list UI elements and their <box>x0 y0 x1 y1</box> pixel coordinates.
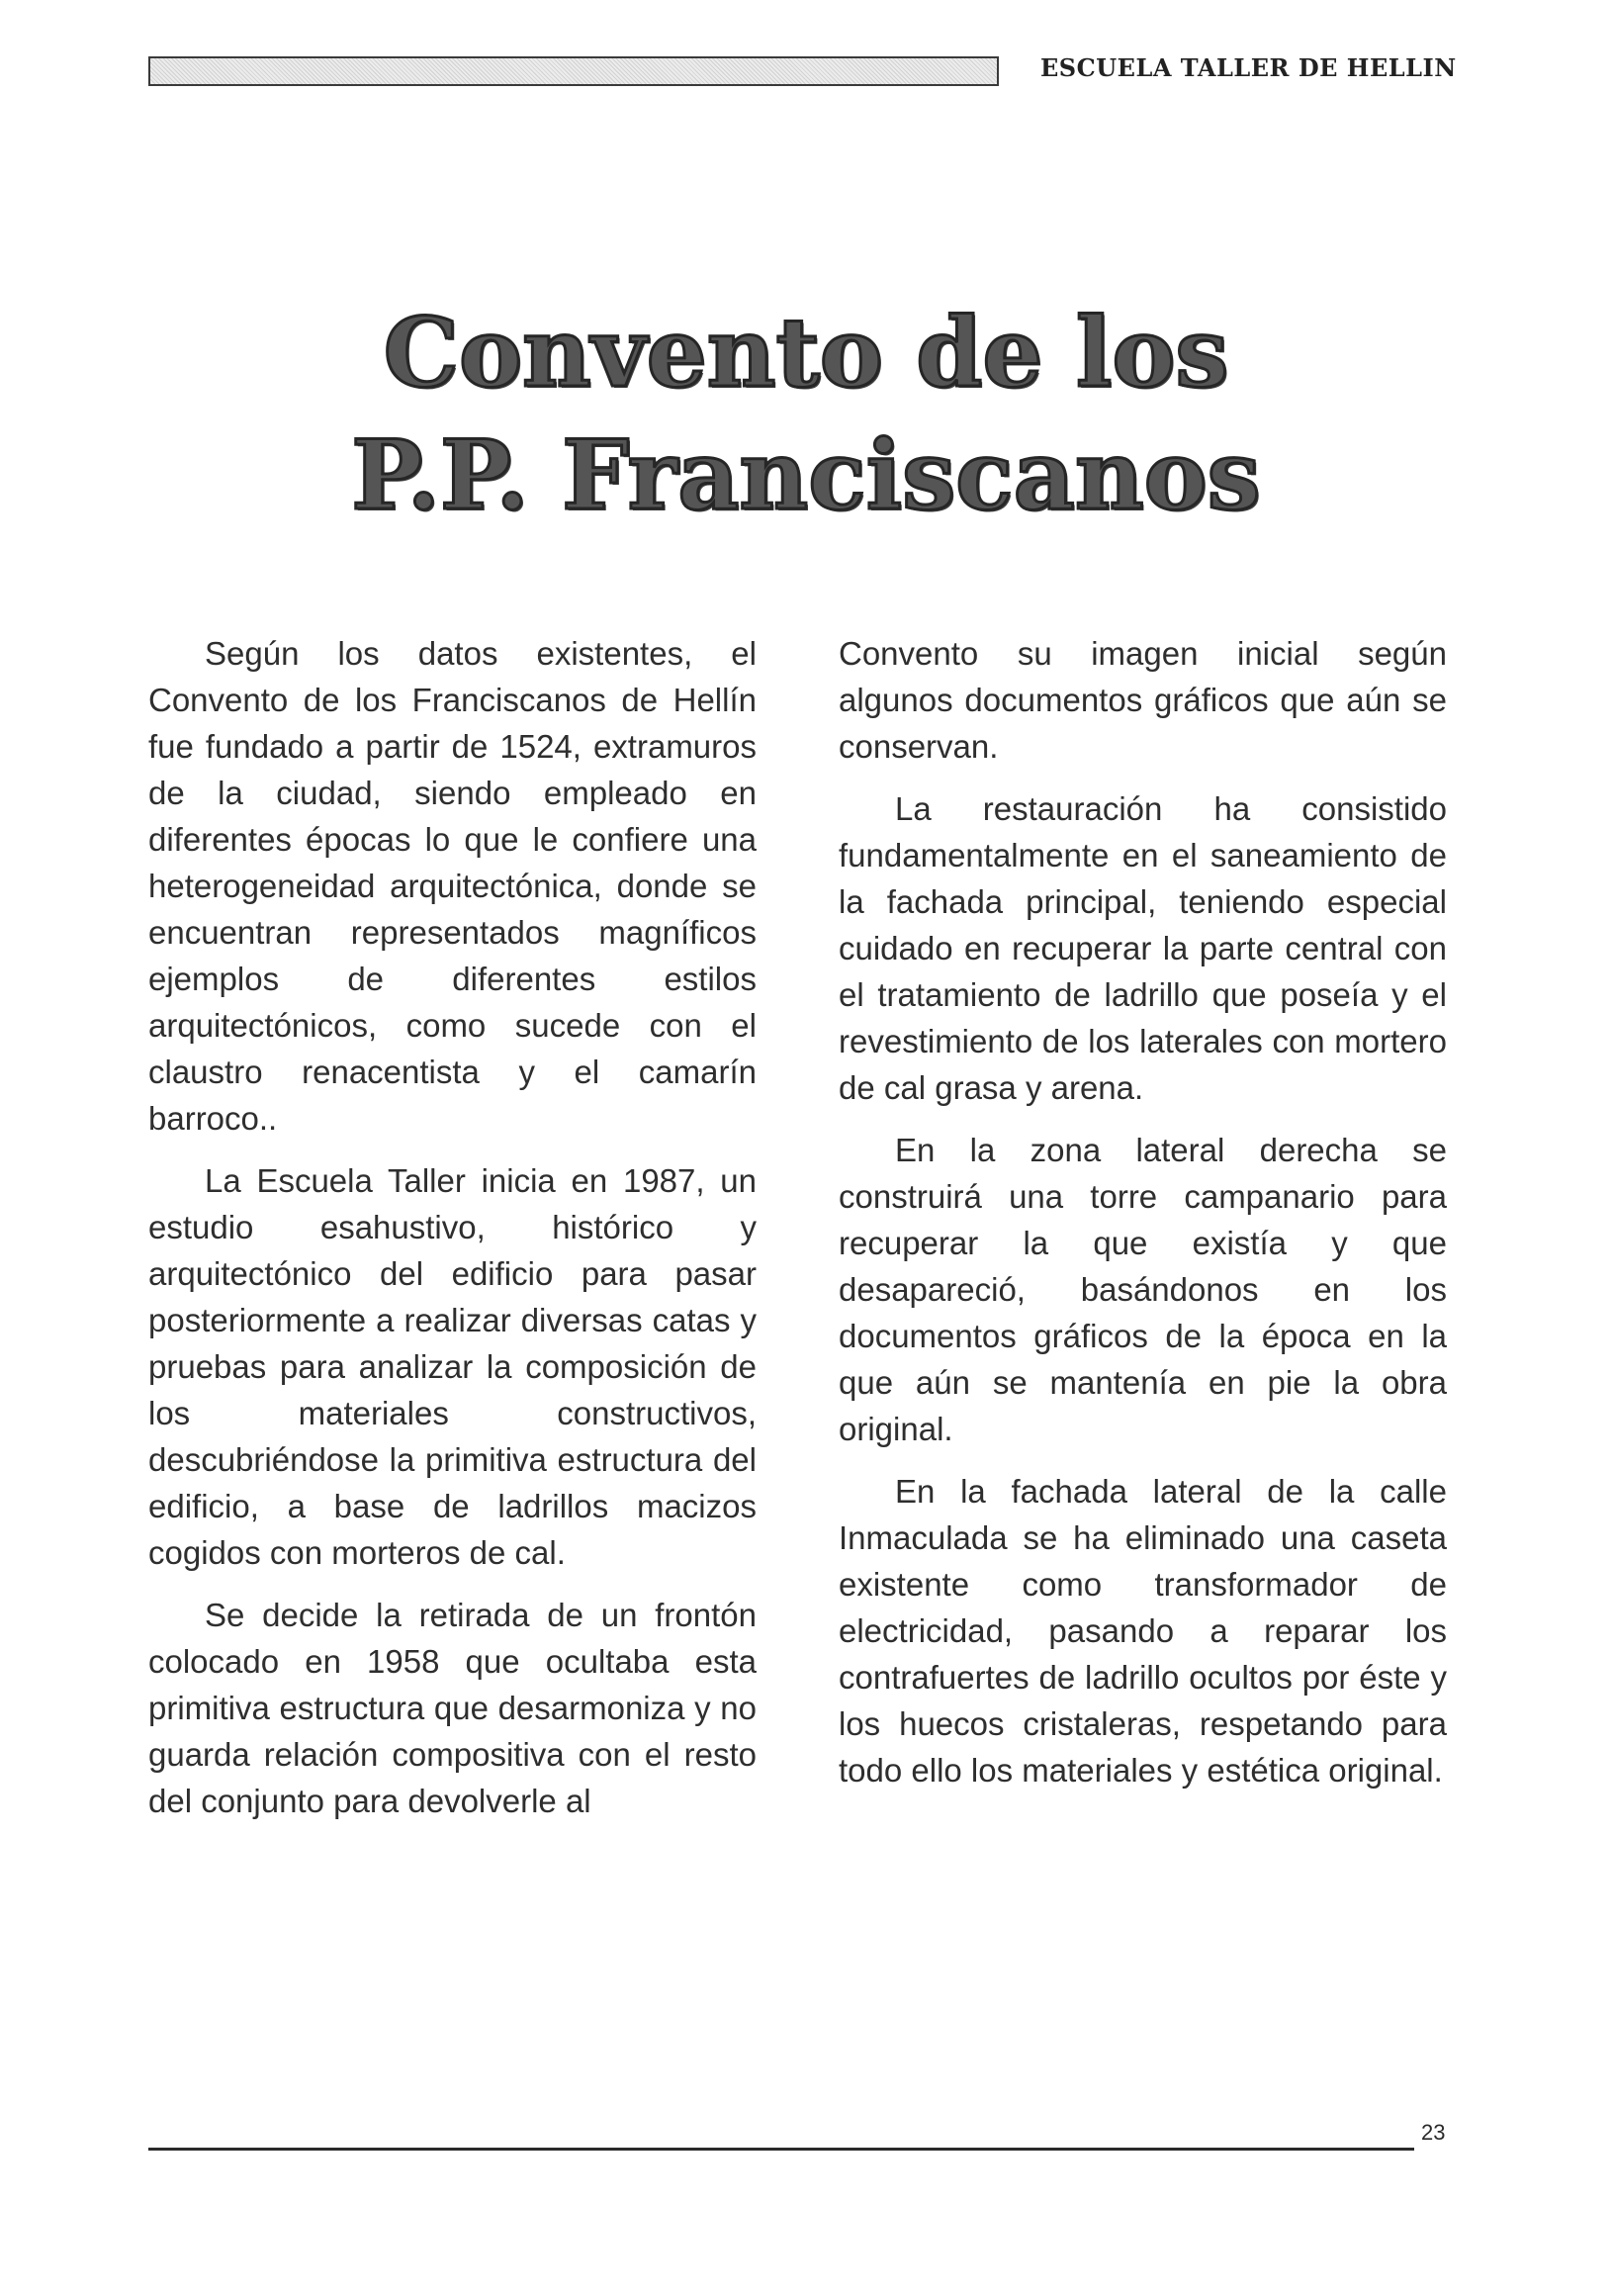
article-title <box>0 292 1612 537</box>
paragraph: La restauración ha consistido fundamentalmente en el saneamiento de la fachada principal, teniendo especial cuidado en recuperar la parte central con el tratamiento de ladrillo que poseía y el revestimiento de los laterales con mortero de cal grasa y arena. <box>839 790 1447 1106</box>
paragraph: La Escuela Taller inicia en 1987, un estudio esahustivo, histórico y arquitectónico del edificio para pasar posteriormente a realizar diversas catas y pruebas para analizar la composición de los materiales constructivos, descubriéndose la primitiva estructura del edificio, a base de ladrillos macizos cogidos con morteros de cal. <box>148 1162 757 1571</box>
page-number: 23 <box>1421 2120 1446 2145</box>
article-title-line-1: Convento de los <box>383 297 1229 409</box>
footer-rule <box>148 2148 1414 2151</box>
header-decorative-bar <box>148 56 999 86</box>
header-title: ESCUELA TALLER DE HELLIN <box>1040 53 1457 82</box>
paragraph: Según los datos existentes, el Convento de los Franciscanos de Hellín fue fundado a partir de 1524, extramuros de la ciudad, siendo empleado en diferentes épocas lo que le confiere una heterogeneidad arquitectónica, donde se encuentran representados magníficos ejemplos de diferentes estilos arquitectónicos, como sucede con el claustro renacentista y el camarín barroco.. <box>148 635 757 1137</box>
paragraph-continuation: Convento su imagen inicial según algunos documentos gráficos que aún se conservan. <box>839 635 1447 765</box>
paragraph: En la zona lateral derecha se construirá una torre campanario para recuperar la que existía y que desapareció, basándonos en los documentos gráficos de la época en la que aún se mantenía en pie la obra original. <box>839 1132 1447 1447</box>
right-column <box>839 630 1447 1809</box>
article-title-line-2: P.P. Franciscanos <box>351 419 1261 531</box>
paragraph: Se decide la retirada de un frontón colocado en 1958 que ocultaba esta primitiva estructura que desarmoniza y no guarda relación compositiva con el resto del conjunto para devolverle al <box>148 1597 757 1819</box>
left-column <box>148 630 757 1840</box>
paragraph: En la fachada lateral de la calle Inmaculada se ha eliminado una caseta existente como transformador de electricidad, pasando a reparar los contrafuertes de ladrillo ocultos por éste y los huecos cristaleras, respetando para todo ello los materiales y estética original. <box>839 1473 1447 1789</box>
